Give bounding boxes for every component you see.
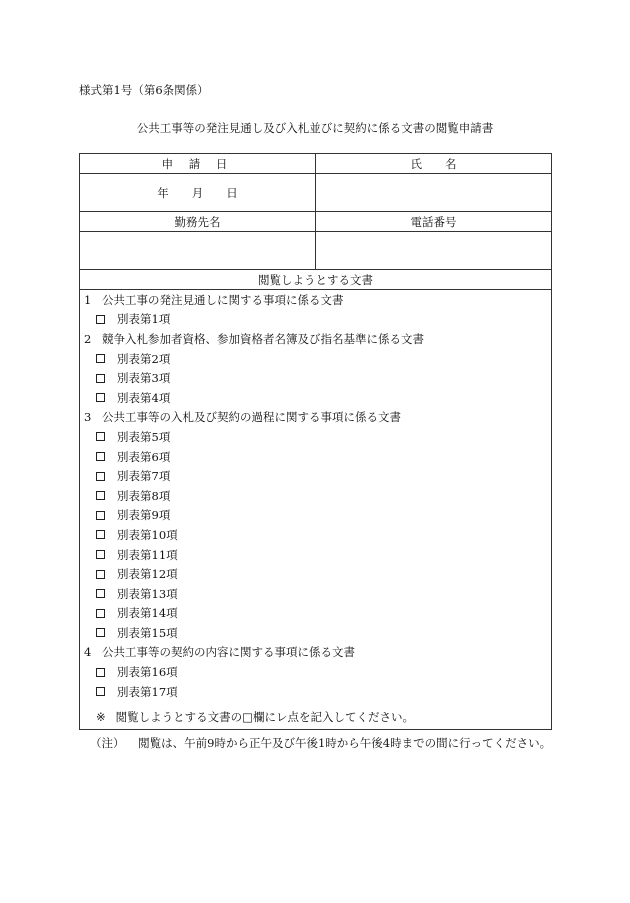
checkbox[interactable] <box>96 472 105 481</box>
checkbox[interactable] <box>96 570 105 579</box>
checklist-item[interactable] <box>80 447 551 467</box>
checkbox[interactable] <box>96 491 105 500</box>
footnote-mark: （注） <box>90 736 125 750</box>
checklist-item[interactable] <box>80 662 551 682</box>
category-4 <box>80 643 551 663</box>
category-number: 3 <box>84 410 92 425</box>
checklist-item-label: 別表第2項 <box>117 351 171 366</box>
footnote-text: 閲覧は、午前9時から正午及び午後1時から午後4時までの間に行ってください。 <box>138 736 552 750</box>
phone-label: 電話番号 <box>316 212 552 232</box>
category-label: 競争入札参加者資格、参加資格者名簿及び指名基準に係る文書 <box>102 331 424 346</box>
checklist-item-label: 別表第12項 <box>117 567 178 582</box>
checklist-item[interactable] <box>80 623 551 643</box>
checklist-item[interactable] <box>80 310 551 330</box>
application-date-label: 申 請 日 <box>80 154 316 174</box>
documents-list <box>80 290 551 701</box>
checkbox[interactable] <box>96 315 105 324</box>
phone-field[interactable] <box>316 232 552 270</box>
category-label: 公共工事等の契約の内容に関する事項に係る文書 <box>102 645 355 660</box>
checklist-item[interactable] <box>80 388 551 408</box>
checklist-item-label: 別表第4項 <box>117 390 171 405</box>
checkbox[interactable] <box>96 668 105 677</box>
category-label: 公共工事等の入札及び契約の過程に関する事項に係る文書 <box>102 410 401 425</box>
checkbox[interactable] <box>96 452 105 461</box>
checklist-item[interactable] <box>80 349 551 369</box>
workplace-label: 勤務先名 <box>80 212 316 232</box>
category-number: 2 <box>84 331 92 346</box>
checkbox[interactable] <box>96 687 105 696</box>
category-number: 1 <box>84 292 92 307</box>
checklist-item-label: 別表第11項 <box>117 547 178 562</box>
checklist-item-label: 別表第15項 <box>117 625 178 640</box>
name-label: 氏 名 <box>316 154 552 174</box>
checkbox[interactable] <box>96 432 105 441</box>
checklist-item[interactable] <box>80 682 551 702</box>
checklist-item-label: 別表第10項 <box>117 527 178 542</box>
checklist-item-label: 別表第13項 <box>117 586 178 601</box>
documents-heading: 閲覧しようとする文書 <box>80 270 552 290</box>
application-table <box>79 153 552 730</box>
checklist-item-label: 別表第9項 <box>117 508 171 523</box>
checklist-item-label: 別表第7項 <box>117 469 171 484</box>
checklist-item-label: 別表第3項 <box>117 371 171 386</box>
note-mark: ※ <box>96 710 106 725</box>
footnote <box>90 735 551 751</box>
checklist-item-label: 別表第5項 <box>117 429 171 444</box>
checklist-item[interactable] <box>80 564 551 584</box>
category-number: 4 <box>84 645 92 660</box>
checklist-item-label: 別表第16項 <box>117 665 178 680</box>
checkbox[interactable] <box>96 589 105 598</box>
document-title: 公共工事等の発注見通し及び入札並びに契約に係る文書の閲覧申請書 <box>136 121 494 135</box>
checklist-item[interactable] <box>80 545 551 565</box>
checkbox[interactable] <box>96 530 105 539</box>
checklist-item[interactable] <box>80 368 551 388</box>
checklist-item-label: 別表第6項 <box>117 449 171 464</box>
instruction-line <box>80 707 551 727</box>
checkbox[interactable] <box>96 374 105 383</box>
application-date-field[interactable]: 年 月 日 <box>80 174 316 212</box>
checklist-item[interactable] <box>80 486 551 506</box>
checklist-item[interactable] <box>80 525 551 545</box>
checklist-item[interactable] <box>80 506 551 526</box>
checklist-item-label: 別表第17項 <box>117 684 178 699</box>
checklist-item[interactable] <box>80 604 551 624</box>
form-number: 様式第1号（第6条関係） <box>79 83 209 97</box>
category-label: 公共工事の発注見通しに関する事項に係る文書 <box>102 292 344 307</box>
checklist-item[interactable] <box>80 466 551 486</box>
checkbox[interactable] <box>96 354 105 363</box>
checkbox[interactable] <box>96 511 105 520</box>
name-field[interactable] <box>316 174 552 212</box>
checklist-item[interactable] <box>80 584 551 604</box>
documents-list-cell <box>80 290 552 730</box>
category-2 <box>80 329 551 349</box>
checklist-item-label: 別表第8項 <box>117 488 171 503</box>
checkbox[interactable] <box>96 609 105 618</box>
checkbox[interactable] <box>96 550 105 559</box>
checkbox[interactable] <box>96 628 105 637</box>
checklist-item-label: 別表第1項 <box>117 312 171 327</box>
checkbox[interactable] <box>96 393 105 402</box>
category-3 <box>80 408 551 428</box>
checklist-item-label: 別表第14項 <box>117 606 178 621</box>
instruction-text: 閲覧しようとする文書の□欄にレ点を記入してください。 <box>115 710 415 725</box>
checklist-item[interactable] <box>80 427 551 447</box>
category-1 <box>80 290 551 310</box>
workplace-field[interactable] <box>80 232 316 270</box>
